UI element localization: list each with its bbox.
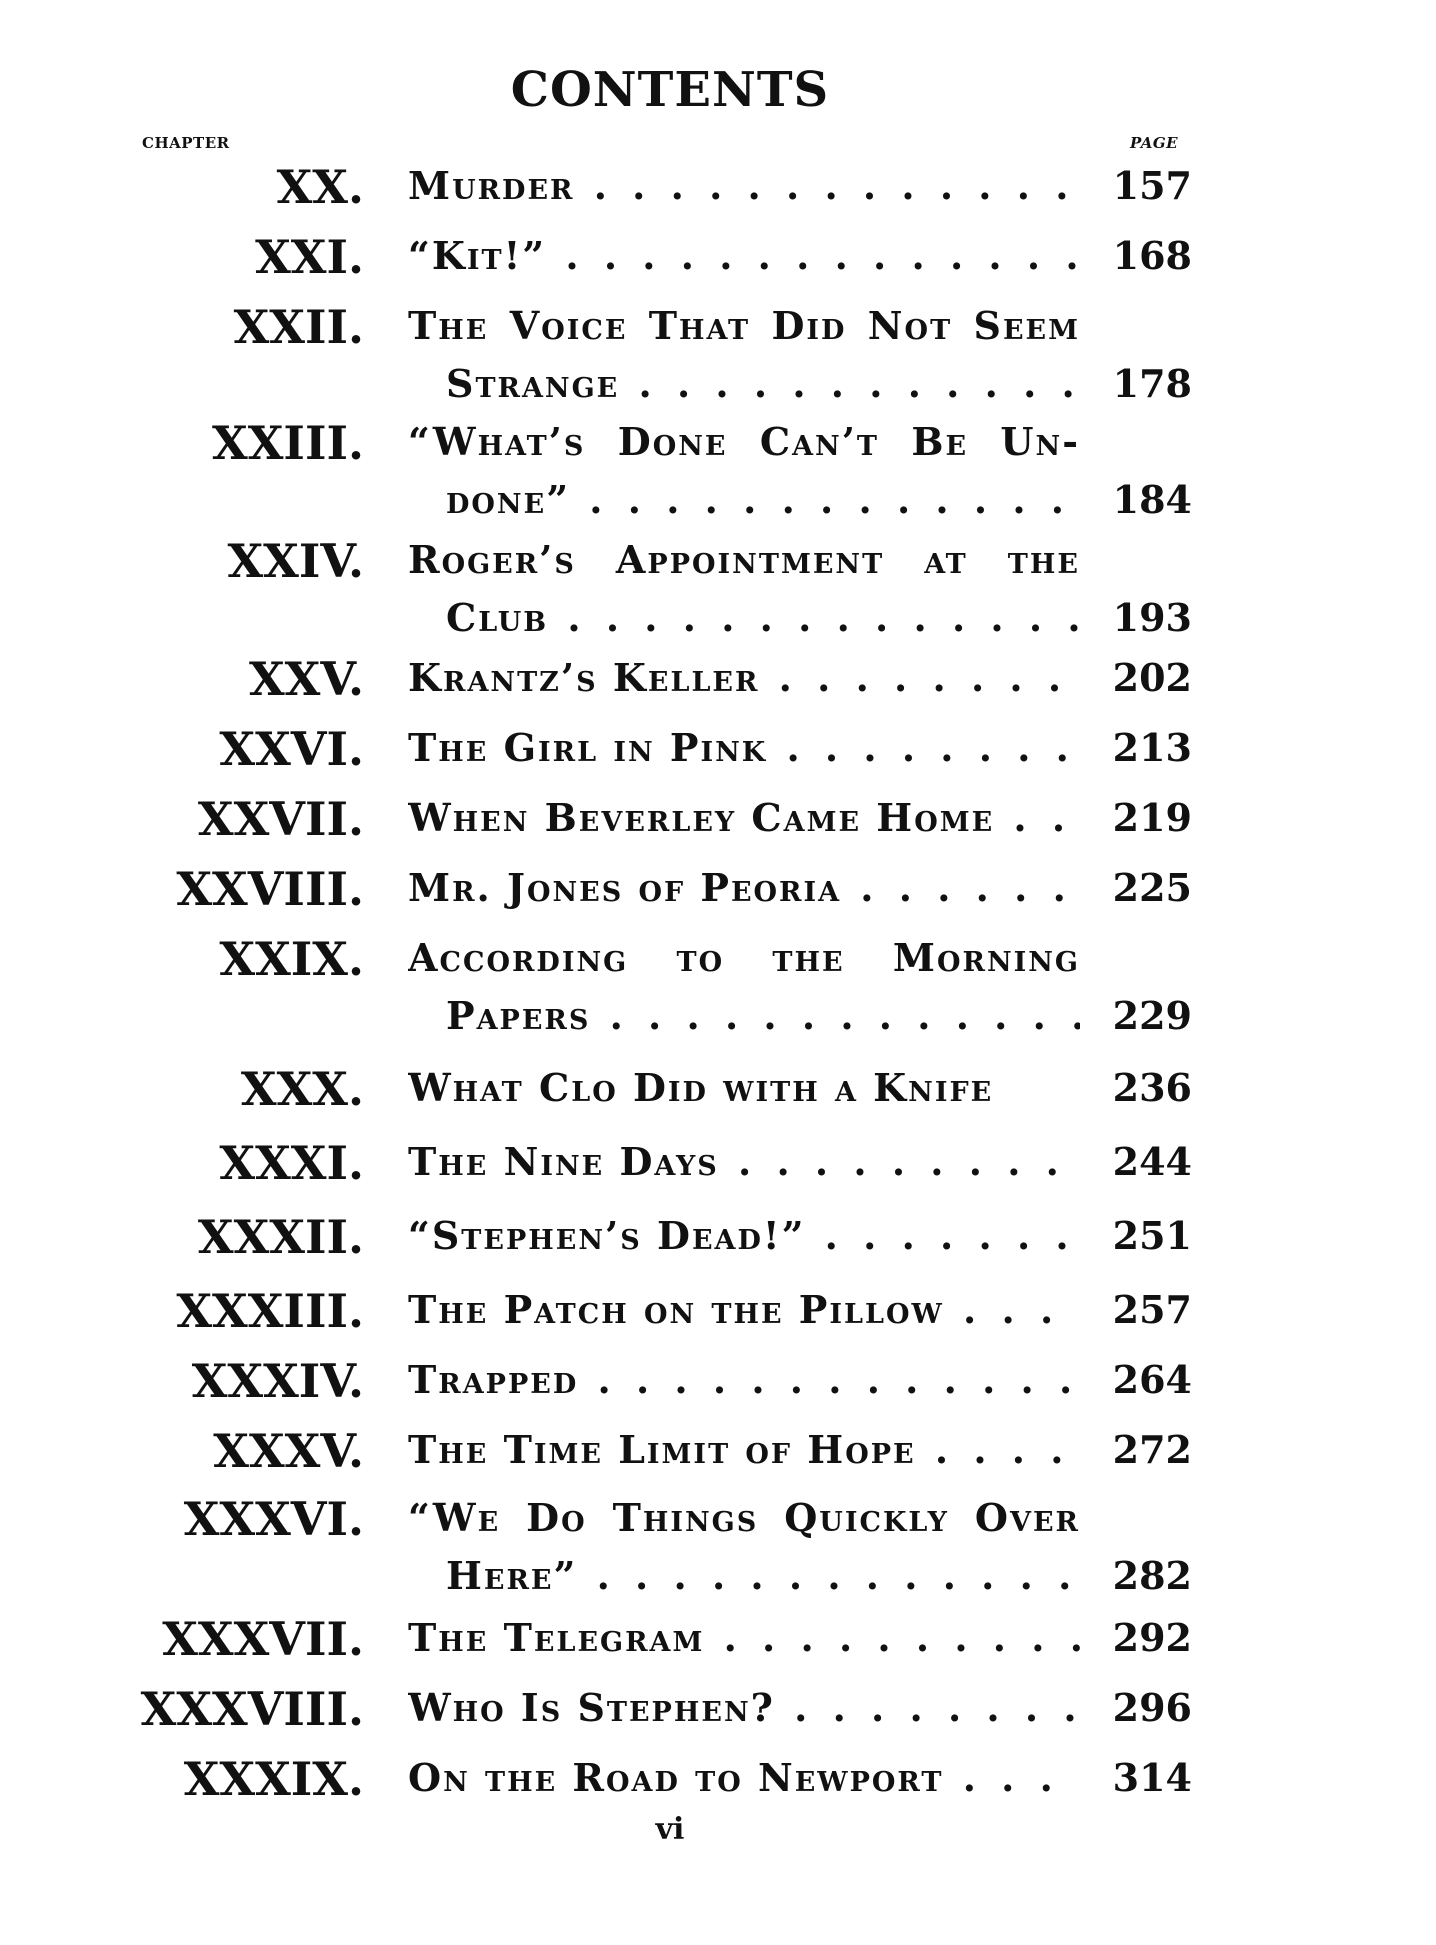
chapter-title-line-1: “We Do Things Quickly Over — [408, 1496, 1080, 1540]
page-number: 244 — [1112, 1139, 1192, 1184]
chapter-title-line-1: The Voice That Did Not Seem — [408, 304, 1080, 348]
chapter-title-line-1: Roger’s Appointment at the — [408, 538, 1080, 582]
chapter-title-line-2: Club . . — [446, 596, 1080, 640]
chapter-title: “Kit!” . . — [408, 234, 1080, 278]
chapter-number: XXXIV. — [191, 1354, 364, 1408]
page-number: 213 — [1112, 725, 1192, 770]
chapter-title: The Girl in Pink . . — [408, 726, 1080, 770]
page-number: 157 — [1112, 163, 1192, 208]
chapter-number: XXIII. — [212, 416, 364, 470]
chapter-number: XXXIII. — [176, 1284, 364, 1338]
chapter-number: XXXVI. — [183, 1492, 364, 1546]
chapter-number: XXXV. — [213, 1424, 364, 1478]
chapter-title: Murder . . — [408, 164, 1080, 208]
chapter-title: Who Is Stephen? . . — [408, 1686, 1080, 1730]
chapter-title: When Beverley Came Home . . — [408, 796, 1080, 840]
page-number: 272 — [1112, 1427, 1192, 1472]
chapter-number: XXXVII. — [162, 1612, 364, 1666]
chapter-number: XXV. — [248, 652, 364, 706]
chapter-number: XXVI. — [219, 722, 364, 776]
chapter-title: The Time Limit of Hope . . — [408, 1428, 1080, 1472]
chapter-title-line-2: done” . . — [446, 478, 1080, 522]
chapter-title: Mr. Jones of Peoria . . — [408, 866, 1080, 910]
page-number: 296 — [1112, 1685, 1192, 1730]
chapter-number: XXXI. — [219, 1136, 364, 1190]
page-number: 229 — [1112, 993, 1192, 1038]
folio-page-number: vi — [655, 1812, 685, 1847]
chapter-number: XXIX. — [219, 932, 364, 986]
chapter-title: The Patch on the Pillow . . — [408, 1288, 1080, 1332]
chapter-title: “Stephen’s Dead!” . . — [408, 1214, 1080, 1258]
page-number: 225 — [1112, 865, 1192, 910]
chapter-title-line-1: “What’s Done Can’t Be Un- — [408, 420, 1080, 464]
chapter-title: Krantz’s Keller . . — [408, 656, 1080, 700]
chapter-title-line-2: Papers . . — [446, 994, 1080, 1038]
page-number: 236 — [1112, 1065, 1192, 1110]
chapter-number: XXII. — [233, 300, 364, 354]
page-number: 184 — [1112, 477, 1192, 522]
chapter-title: Trapped . . — [408, 1358, 1080, 1402]
page-title: CONTENTS — [510, 62, 830, 118]
chapter-number: XXIV. — [227, 534, 364, 588]
page-number: 282 — [1112, 1553, 1192, 1598]
page-number: 193 — [1112, 595, 1192, 640]
chapter-column-header: CHAPTER — [142, 134, 230, 152]
page-column-header: PAGE — [1130, 134, 1179, 152]
chapter-title: The Nine Days . . — [408, 1140, 1080, 1184]
page-number: 257 — [1112, 1287, 1192, 1332]
chapter-title: The Telegram . . — [408, 1616, 1080, 1660]
page-number: 202 — [1112, 655, 1192, 700]
chapter-number: XXVII. — [197, 792, 364, 846]
chapter-number: XX. — [276, 160, 364, 214]
chapter-title-line-2: Strange . . — [446, 362, 1080, 406]
chapter-number: XXXII. — [197, 1210, 364, 1264]
chapter-number: XXI. — [255, 230, 364, 284]
chapter-number: XXXIX. — [183, 1752, 364, 1806]
page-number: 264 — [1112, 1357, 1192, 1402]
page-number: 251 — [1112, 1213, 1192, 1258]
page-number: 219 — [1112, 795, 1192, 840]
chapter-title: What Clo Did with a Knife — [408, 1066, 994, 1110]
chapter-number: XXXVIII. — [140, 1682, 364, 1736]
page-number: 178 — [1112, 361, 1192, 406]
page-number: 314 — [1112, 1755, 1192, 1800]
chapter-title-line-1: According to the Morning — [408, 936, 1080, 980]
chapter-title: On the Road to Newport . . — [408, 1756, 1080, 1800]
page-number: 168 — [1112, 233, 1192, 278]
chapter-number: XXX. — [240, 1062, 364, 1116]
chapter-title-line-2: Here” . . — [446, 1554, 1080, 1598]
page-number: 292 — [1112, 1615, 1192, 1660]
chapter-number: XXVIII. — [176, 862, 364, 916]
